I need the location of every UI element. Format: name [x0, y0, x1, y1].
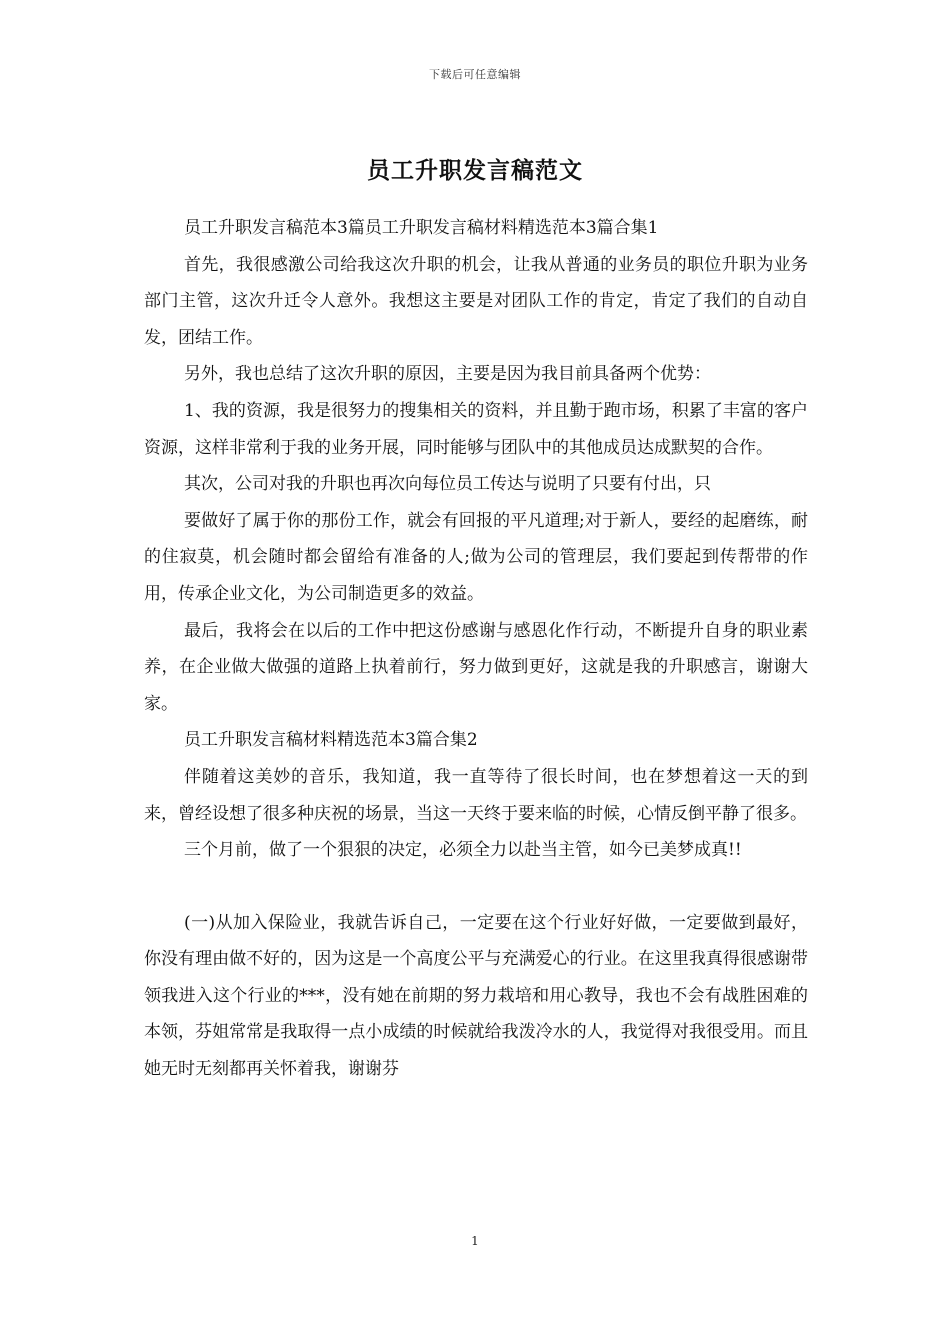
- body-paragraph: 另外，我也总结了这次升职的原因，主要是因为我目前具备两个优势：: [184, 364, 711, 385]
- body-paragraph: 首先，我很感激公司给我这次升职的机会，让我从普通的业务员的职位升职为业务部门主管，这次升迁令人意外。我想这主要是对团队工作的肯定，肯定了我们的自动自发，团结工作。: [144, 254, 808, 348]
- body-paragraph: 三个月前，做了一个狠狠的决定，必须全力以赴当主管，如今已美梦成真!!: [184, 840, 742, 861]
- section-heading-2: 员工升职发言稿材料精选范本3篇合集2: [184, 730, 478, 751]
- body-paragraph: (一)从加入保险业，我就告诉自己，一定要在这个行业好好做，一定要做到最好，你没有理由做不好的，因为这是一个高度公平与充满爱心的行业。在这里我真得很感谢带领我进入这个行业的***，没有她在前期的努力栽培和用心教导，我也不会有战胜困难的本领，芬姐常常是我取得一点小成绩的时候就给我泼冷水的人，我觉得对我很受用。而且她无时无刻都再关怀着我，谢谢芬: [144, 912, 808, 1080]
- body-paragraph: 要做好了属于你的那份工作，就会有回报的平凡道理;对于新人，要经的起磨练，耐的住寂莫，机会随时都会留给有准备的人;做为公司的管理层，我们要起到传帮带的作用，传承企业文化，为公司制造更多的效益。: [144, 510, 808, 604]
- body-paragraph: 伴随着这美妙的音乐，我知道，我一直等待了很长时间，也在梦想着这一天的到来，曾经设想了很多种庆祝的场景，当这一天终于要来临的时候，心情反倒平静了很多。: [144, 766, 808, 824]
- document-title: 员工升职发言稿范文: [367, 157, 583, 184]
- page-number: 1: [471, 1234, 479, 1248]
- header-note: 下载后可任意编辑: [429, 68, 521, 81]
- body-paragraph: 1、我的资源，我是很努力的搜集相关的资料，并且勤于跑市场，积累了丰富的客户资源，这样非常利于我的业务开展，同时能够与团队中的其他成员达成默契的合作。: [144, 400, 808, 458]
- document-body: [144, 210, 808, 1088]
- body-paragraph: 其次，公司对我的升职也再次向每位员工传达与说明了只要有付出，只: [184, 474, 711, 495]
- section-heading-1: 员工升职发言稿范本3篇员工升职发言稿材料精选范本3篇合集1: [184, 218, 659, 238]
- body-paragraph: 最后，我将会在以后的工作中把这份感谢与感恩化作行动，不断提升自身的职业素养，在企业做大做强的道路上执着前行，努力做到更好，这就是我的升职感言，谢谢大家。: [144, 620, 808, 714]
